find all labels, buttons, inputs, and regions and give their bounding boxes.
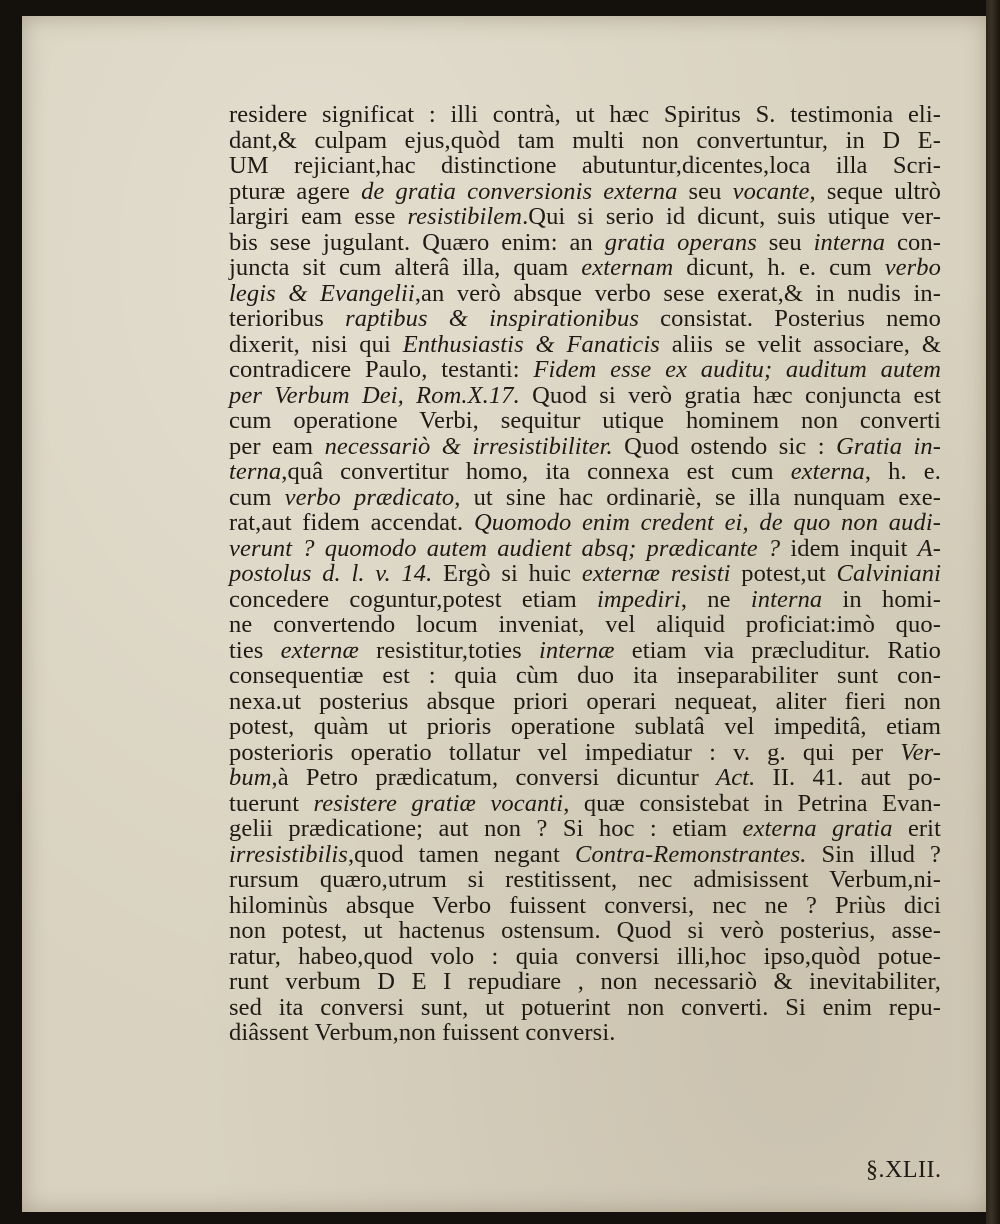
italic-run: externæ — [280, 636, 359, 664]
italic-run: irresistibilis — [229, 840, 348, 868]
text-run: juncta sit cum alterâ illa, quam — [229, 254, 582, 281]
text-run: erit — [892, 815, 941, 842]
text-run: in homi- — [822, 585, 942, 613]
text-line — [229, 995, 941, 1021]
text-line — [229, 842, 941, 868]
text-run: ,quâ convertitur homo, ita connexa est cum — [281, 458, 791, 485]
catchword: §.XLII. — [866, 1157, 942, 1183]
text-line — [229, 612, 941, 638]
text-line — [229, 204, 941, 230]
italic-run: postolus d. l. v. 14. — [229, 560, 433, 587]
text-run: ne convertendo locum inveniat, vel aliquid proficiat:imò quo- — [229, 611, 941, 638]
text-run: idem inquit — [780, 534, 918, 562]
italic-run: resistibilem — [407, 203, 523, 230]
text-run: dicunt, h. e. cum — [673, 254, 885, 281]
text-run: posterioris operatio tollatur vel impediatur : v. g. qui per — [229, 738, 901, 766]
italic-run: legis & Evangelii — [229, 279, 415, 307]
text-run: ratur, habeo,quod volo : quia conversi illi,hoc ipso,quòd potue- — [229, 942, 941, 970]
text-run: hilominùs absque Verbo fuissent conversi, nec ne ? Priùs dici — [229, 891, 941, 919]
text-run: , ut sine hac ordinariè, se illa nunquam exe- — [454, 483, 941, 511]
italic-run: Ver- — [900, 738, 941, 766]
text-run: ,à Petro prædicatum, conversi dicuntur — [271, 764, 717, 791]
text-run: consistat. Posterius nemo — [639, 305, 941, 332]
text-run: rat,aut fidem accendat. — [229, 509, 474, 536]
text-run: resistitur,toties — [358, 636, 539, 664]
text-line — [229, 791, 941, 817]
text-run: .Qui si serio id dicunt, suis utique ver- — [522, 203, 941, 230]
text-run: runt verbum D E I repudiare , non necessariò & inevitabiliter, — [229, 968, 941, 995]
text-run: pturæ agere — [229, 177, 362, 205]
text-run: Quod si verò gratia hæc conjuncta est — [519, 381, 941, 409]
text-line — [229, 281, 941, 307]
text-run: contradicere Paulo, testanti: — [229, 356, 534, 383]
text-line — [229, 434, 941, 460]
text-line — [229, 689, 941, 715]
text-run: residere significat : illi contrà, ut hæc Spiritus S. testimonia eli- — [229, 101, 941, 128]
text-run: II. 41. aut po- — [755, 764, 941, 791]
text-line — [229, 969, 941, 995]
text-line — [229, 332, 941, 358]
italic-run: bum — [229, 764, 272, 791]
text-line — [229, 306, 941, 332]
italic-run: verbo — [884, 254, 941, 281]
text-line — [229, 918, 941, 944]
text-run: cum — [229, 483, 285, 511]
text-run: , quæ consistebat in Petrina Evan- — [563, 789, 941, 817]
italic-run: impediri — [597, 585, 681, 613]
text-line — [229, 1020, 941, 1046]
text-run: ,an verò absque verbo sese exerat,& in nudis in- — [414, 279, 941, 307]
text-run: aliis se velit associare, & — [659, 330, 941, 358]
italic-run: interna — [750, 585, 823, 613]
text-line — [229, 485, 941, 511]
text-run: dant,& culpam ejus,quòd tam multi non convertuntur, in D E- — [229, 126, 941, 154]
page-edge — [986, 0, 1000, 1224]
text-run: Sin illud ? — [806, 840, 941, 868]
text-run: sed ita conversi sunt, ut potuerint non converti. Si enim repu- — [229, 993, 941, 1021]
text-line — [229, 740, 941, 766]
text-line — [229, 714, 941, 740]
text-line — [229, 561, 941, 587]
text-line — [229, 383, 941, 409]
text-run: etiam via præcluditur. Ratio — [614, 636, 941, 664]
text-run: potest,ut — [730, 560, 837, 587]
text-run: ,quod tamen negant — [347, 840, 575, 868]
italic-run: A- — [917, 534, 941, 562]
text-line — [229, 153, 941, 179]
italic-run: externæ resisti — [581, 560, 731, 587]
text-line — [229, 944, 941, 970]
italic-run: Act. — [716, 764, 756, 791]
text-line — [229, 230, 941, 256]
text-line — [229, 663, 941, 689]
text-line — [229, 816, 941, 842]
italic-run: interna — [813, 228, 886, 256]
italic-run: Contra-Remonstrantes. — [575, 840, 807, 868]
text-line — [229, 408, 941, 434]
italic-run: verbo prædicato — [284, 483, 455, 511]
text-line — [229, 536, 941, 562]
text-run: concedere coguntur,potest etiam — [229, 585, 597, 613]
text-line — [229, 638, 941, 664]
text-run: UM rejiciant,hac distinctione abutuntur,dicentes,loca illa Scri- — [229, 152, 941, 179]
text-line — [229, 255, 941, 281]
text-run: consequentiæ est : quia cùm duo ita inseparabiliter sunt con- — [229, 662, 941, 689]
text-run: ties — [229, 636, 281, 664]
italic-run: internæ — [538, 636, 615, 664]
italic-run: per Verbum Dei, Rom.X.17. — [229, 381, 520, 409]
italic-run: resistere gratiæ vocanti — [313, 789, 564, 817]
text-line — [229, 765, 941, 791]
text-run: cum operatione Verbi, sequitur utique hominem non converti — [229, 407, 941, 434]
italic-run: de gratia conversionis externa — [361, 177, 678, 205]
italic-run: Fidem esse ex auditu; auditum autem — [533, 356, 942, 383]
text-run: gelii prædicatione; aut non ? Si hoc : etiam — [229, 815, 743, 842]
italic-run: vocante — [732, 177, 810, 205]
text-run: con- — [885, 228, 941, 256]
text-run: diâssent Verbum,non fuissent conversi. — [229, 1019, 616, 1046]
text-line — [229, 128, 941, 154]
text-run: bis sese jugulant. Quæro enim: an — [229, 228, 605, 256]
italic-run: raptibus & inspirationibus — [345, 305, 639, 332]
text-run: per eam — [229, 432, 325, 460]
text-line — [229, 867, 941, 893]
text-line — [229, 459, 941, 485]
italic-run: Calviniani — [836, 560, 941, 587]
text-run: rursum quæro,utrum si restitissent, nec admisissent Verbum,ni- — [229, 866, 941, 893]
text-line — [229, 102, 941, 128]
text-run: Quod ostendo sic : — [612, 432, 837, 460]
text-line — [229, 179, 941, 205]
text-run: seu — [677, 177, 733, 205]
italic-run: gratia operans — [604, 228, 757, 256]
text-run: , h. e. — [864, 458, 942, 485]
body-text — [229, 102, 941, 1046]
text-run: largiri eam esse — [229, 203, 408, 230]
text-run: , ne — [680, 585, 751, 613]
text-run: non potest, ut hactenus ostensum. Quod si verò posterius, asse- — [229, 917, 941, 944]
text-run: tuerunt — [229, 789, 314, 817]
italic-run: Gratia in- — [836, 432, 942, 460]
text-line — [229, 587, 941, 613]
text-run: dixerit, nisi qui — [229, 330, 403, 358]
text-run: terioribus — [229, 305, 346, 332]
italic-run: Enthusiastis & Fanaticis — [402, 330, 660, 358]
italic-run: externa gratia — [742, 815, 893, 842]
text-run: nexa.ut posterius absque priori operari nequeat, aliter fieri non — [229, 687, 941, 715]
italic-run: verunt ? quomodo autem audient absq; prædicante ? — [229, 534, 781, 562]
text-line — [229, 510, 941, 536]
italic-run: externam — [581, 254, 674, 281]
italic-run: terna — [229, 458, 282, 485]
text-run: potest, quàm ut prioris operatione sublatâ vel impeditâ, etiam — [229, 713, 941, 740]
text-run: , seque ultrò — [809, 177, 941, 205]
text-run: seu — [756, 228, 814, 256]
italic-run: Quomodo enim credent ei, de quo non audi- — [473, 509, 941, 536]
text-line — [229, 893, 941, 919]
italic-run: externa — [790, 458, 865, 485]
text-run: Ergò si huic — [432, 560, 582, 587]
book-page — [22, 16, 988, 1212]
italic-run: necessariò & irresistibiliter. — [324, 432, 613, 460]
text-line — [229, 357, 941, 383]
